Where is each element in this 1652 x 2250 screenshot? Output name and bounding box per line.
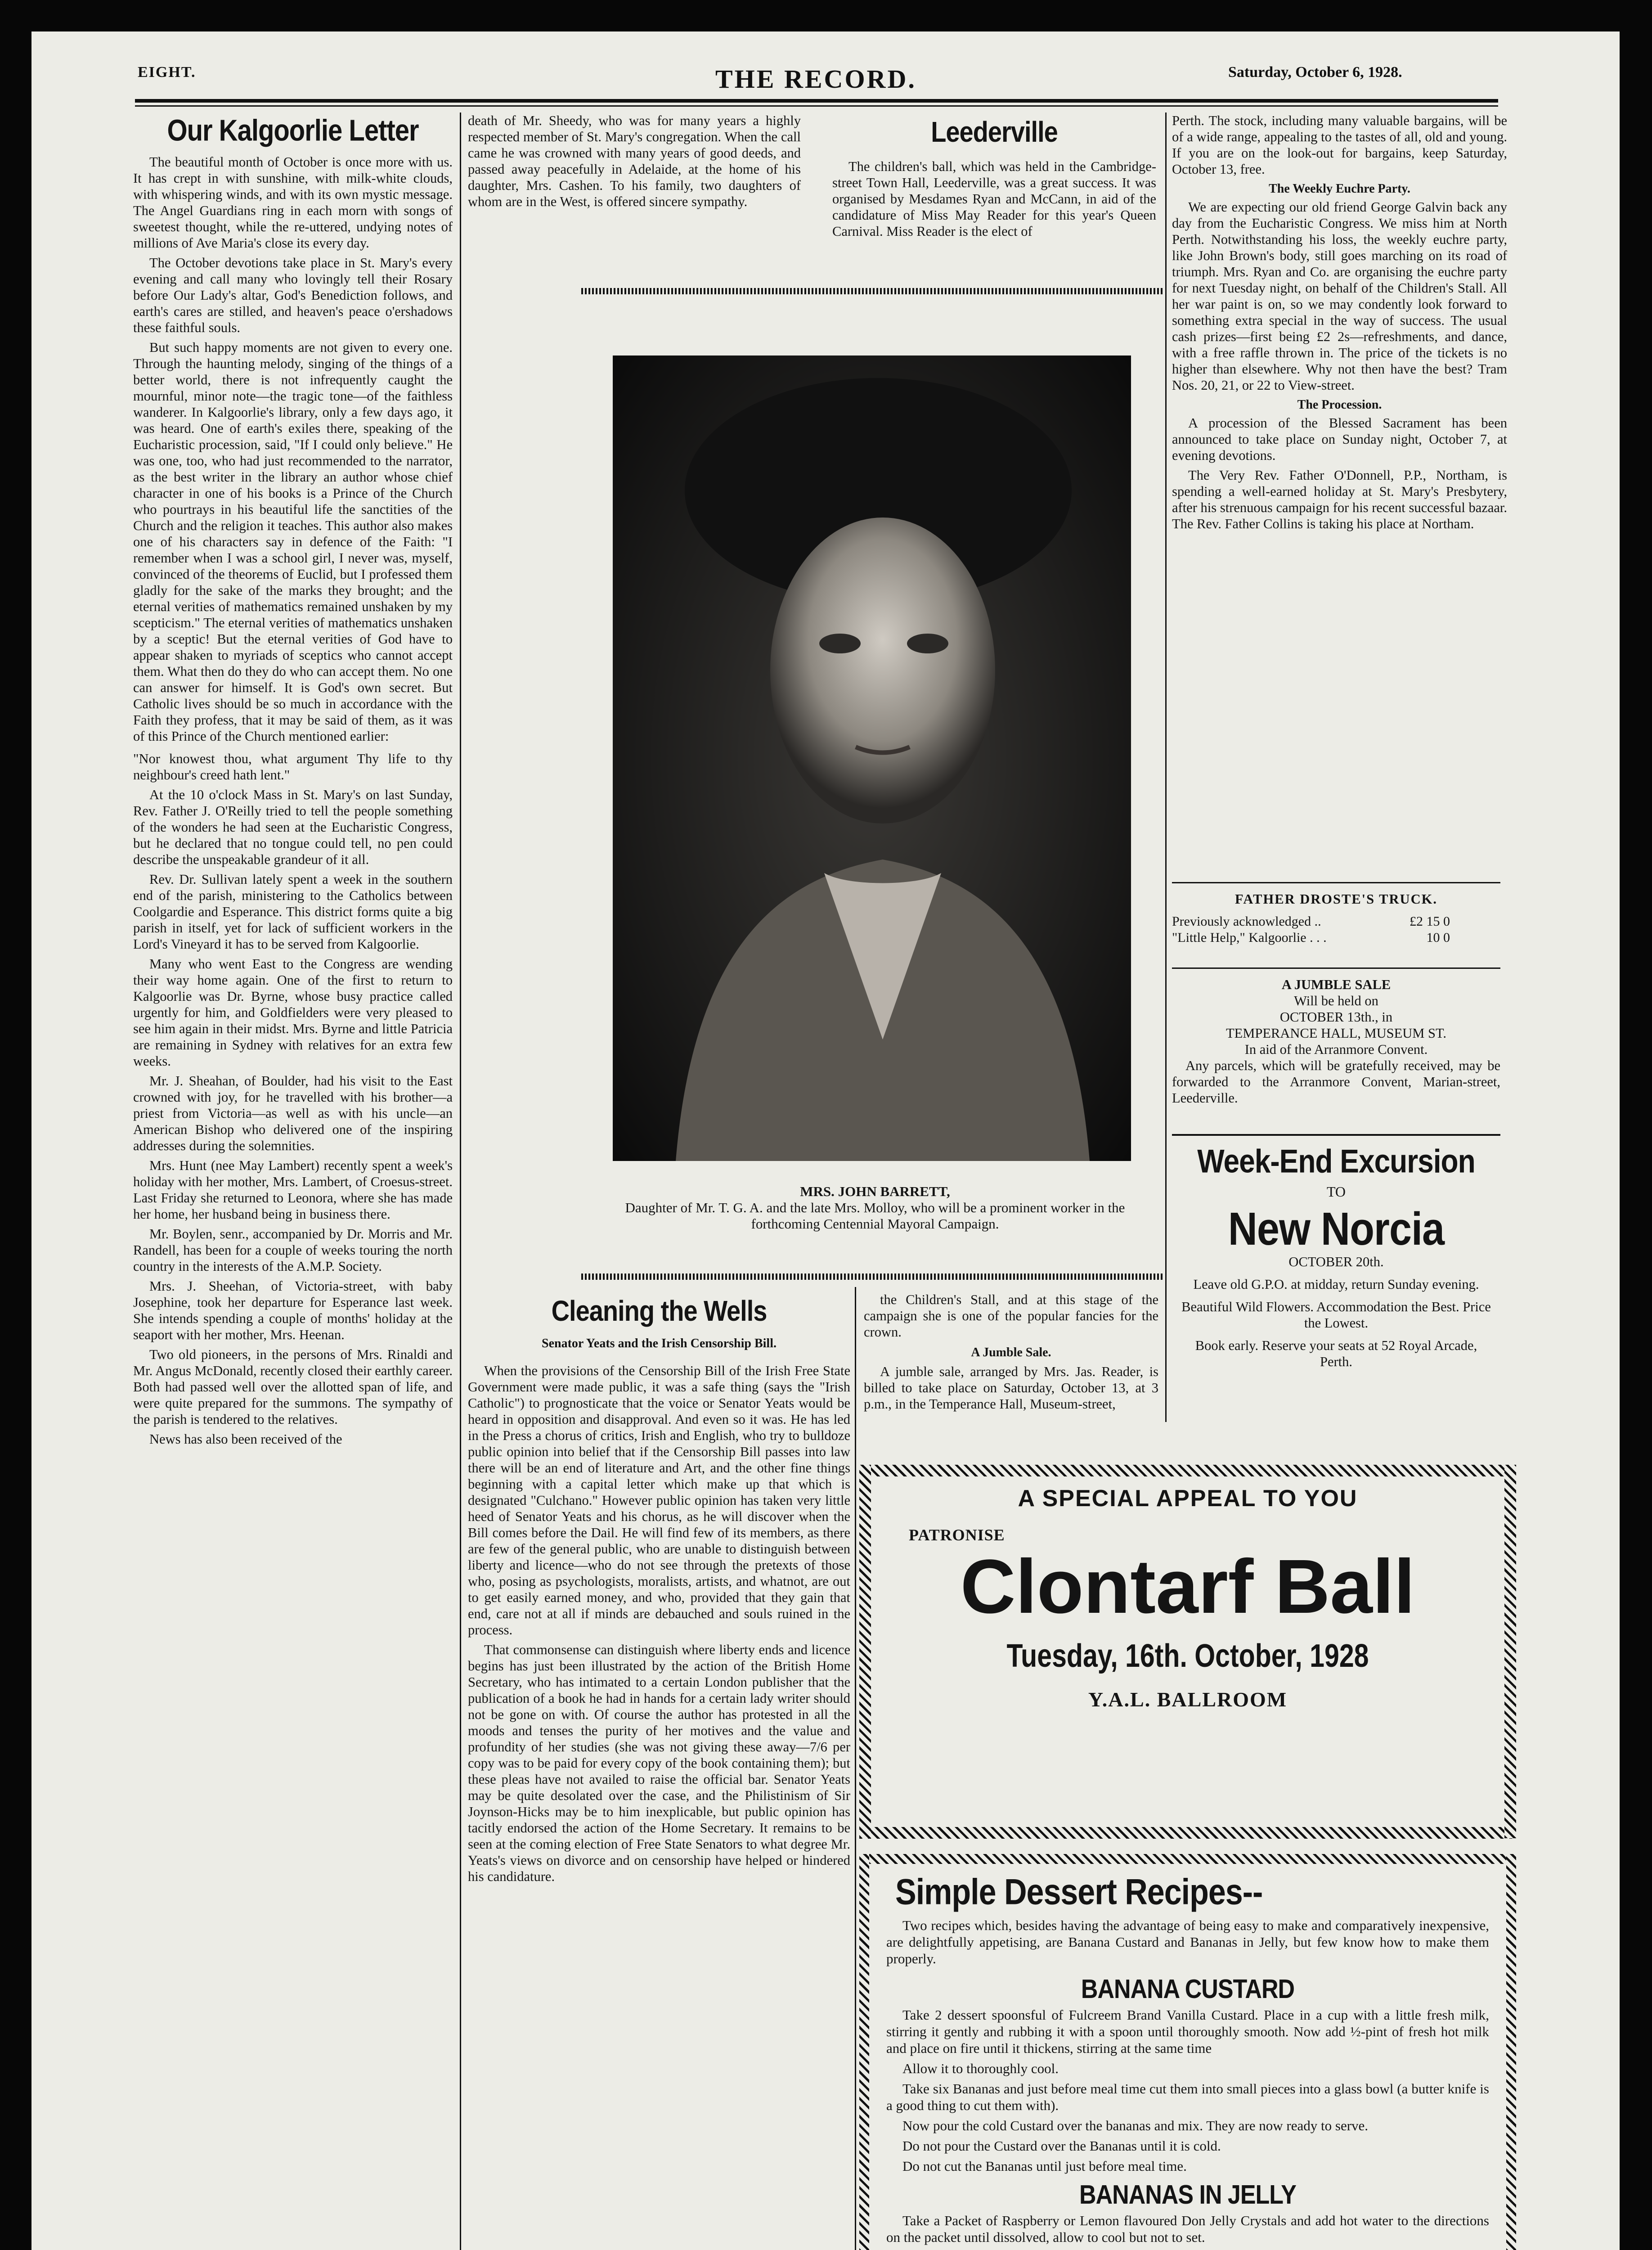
- column-rule: [855, 1287, 856, 2250]
- jumble-sale-ad: [1172, 976, 1500, 1106]
- recipe-border: [1506, 1854, 1516, 2250]
- paper-title: THE RECORD.: [715, 64, 916, 94]
- dessert-intro: Two recipes which, besides having the advantage of being easy to make and comparatively inexpensive, are delightfully appetising, are Banana Custard and Bananas in Jelly, but few know how to make them properly.: [886, 1917, 1489, 1966]
- droste-label: Previously acknowledged ..: [1172, 914, 1321, 929]
- jelly-line: Take a Packet of Raspberry or Lemon flavoured Don Jelly Crystals and add hot water to the directions on the packet until dissolved, allow to cool but not to set.: [886, 2213, 1489, 2245]
- leederville-column-right: [1172, 112, 1507, 536]
- euchre-heading: The Weekly Euchre Party.: [1269, 182, 1410, 196]
- jumble-sale-text: A jumble sale, arranged by Mrs. Jas. Reader, is billed to take place on Saturday, October 13, at 3 p.m., in the Temperance Hall, Museum-street,: [864, 1364, 1158, 1412]
- excursion-to: TO: [1326, 1184, 1346, 1200]
- divider: [1172, 882, 1500, 883]
- kalgoorlie-paragraph: At the 10 o'clock Mass in St. Mary's on last Sunday, Rev. Father J. O'Reilly tried to tell the people something of the wonders he had seen at the Eucharistic Congress, but he declared that no tongue could tell, no pen could describe the unspeakable grandeur of it all.: [133, 787, 453, 867]
- newspaper-page: [31, 32, 1620, 2250]
- leederville-column-bottom: [864, 1292, 1158, 1416]
- ad-border: [859, 1827, 1516, 1839]
- table-row: [1172, 914, 1454, 930]
- custard-line: Take six Bananas and just before meal time cut them into small pieces into a glass bowl (a butter knife is a good thing to cut them with).: [886, 2081, 1489, 2113]
- ad-border: [859, 1465, 1516, 1476]
- kalgoorlie-paragraph: The beautiful month of October is once more with us. It has crept in with sunshine, with milk-white clouds, with whispering winds, and with its own mystic message. The Angel Guardians ring in each morn with songs of sweetest thought, while the re-uttered, undying notes of millions of Ave Maria's close its every day.: [133, 154, 453, 251]
- jumble-ad-title: A JUMBLE SALE: [1281, 977, 1391, 992]
- custard-line: Do not cut the Bananas until just before meal time.: [902, 2158, 1187, 2174]
- wells-column: [468, 1292, 850, 1888]
- kalgoorlie-paragraph: Two old pioneers, in the persons of Mrs. Rinaldi and Mr. Angus McDonald, recently closed their earthly career. Both had passed well over the allotted span of life, and were quite prepared for the summons. The sympathy of the parish is tendered to the relatives.: [133, 1347, 453, 1427]
- wells-heading: Cleaning the Wells: [551, 1294, 767, 1327]
- custard-line: Now pour the cold Custard over the bananas and mix. They are now ready to serve.: [902, 2118, 1369, 2133]
- jumble-ad-line: TEMPERANCE HALL, MUSEUM ST.: [1226, 1026, 1446, 1041]
- portrait-image: [613, 356, 1131, 1161]
- page-number: EIGHT.: [138, 64, 196, 81]
- masthead-rule-thin: [135, 105, 1498, 107]
- clontarf-date: Tuesday, 16th. October, 1928: [1006, 1638, 1369, 1674]
- custard-line: Do not pour the Custard over the Bananas until it is cold.: [902, 2138, 1221, 2154]
- kalgoorlie-paragraph: Mr. J. Sheahan, of Boulder, had his visit to the East crowned with joy, for he travelled with his brother—a priest from Victoria—as well as with his uncle—an American Bishop who delivered one of the inspiring addresses during the solemnities.: [133, 1073, 453, 1153]
- excursion-date: OCTOBER 20th.: [1288, 1254, 1384, 1269]
- droste-amount: 10 0: [1426, 930, 1450, 945]
- excursion-line: Book early. Reserve your seats at 52 Royal Arcade, Perth.: [1195, 1338, 1477, 1369]
- excursion-line: Leave old G.P.O. at midday, return Sunday evening.: [1193, 1277, 1479, 1292]
- portrait-photo: [613, 356, 1131, 1161]
- caption-text: Daughter of Mr. T. G. A. and the late Mrs. Molloy, who will be a prominent worker in the forthcoming Centennial Mayoral Campaign.: [625, 1200, 1125, 1232]
- table-row: [1172, 930, 1454, 946]
- column-rule: [460, 112, 461, 2250]
- jelly-title: BANANAS IN JELLY: [1079, 2180, 1296, 2210]
- photo-border-bottom: [581, 1274, 1163, 1280]
- jumble-ad-line: OCTOBER 13th., in: [1279, 1009, 1393, 1025]
- odonnell-text: The Very Rev. Father O'Donnell, P.P., Northam, is spending a well-earned holiday at St. Mary's Presbytery, after his strenuous campaign for his recent successful bazaar. The Rev. Father Collins is taking his place at Northam.: [1172, 468, 1507, 531]
- kalgoorlie-paragraph: Mrs. Hunt (nee May Lambert) recently spent a week's holiday with her mother, Mrs. Lambert, of Croesus-street. Last Friday she returned to Leonora, where she has made her home, her husband being in business there.: [133, 1158, 453, 1222]
- wells-paragraph: That commonsense can distinguish where liberty ends and licence begins has just been illustrated by the action of the British Home Secretary, who has intimated to a certain London publisher that the publication of a book he had in hands for a certain lady writer should not be gone on with. Of course the author has protested in all the moods and tenses the purity of her motives and the value and profundity of her studies (she was not giving these away—7/6 per copy was to be paid for every copy of the book containing them); but these pleas have not availed to raise the official bar. Senator Yeats may be quite desolated over the case, and the Philistinism of Sir Joynson-Hicks may be to him inexplicable, but public opinion has tacitly endorsed the action of the Home Secretary. It remains to be seen at the coming election of Free State Senators to what degree Mr. Yeats's views on divorce and on censorship have helped or hindered his candidature.: [468, 1642, 850, 1884]
- euchre-text: We are expecting our old friend George Galvin back any day from the Eucharistic Congress. We miss him at North Perth. Notwithstanding his loss, the weekly euchre party, like John Brown's body, still goes marching on its road of triumph. Mrs. Ryan and Co. are organising the euchre party for next Tuesday night, on behalf of the Children's Stall. All her war paint is on, so we may condently look forward to something extra special in the way of success. The usual cash prizes—first being £2 2s—refreshments, and dance, with a free raffle thrown in. The price of the tickets is no higher than elsewhere. Why not then have the best? Tram Nos. 20, 21, or 22 to View-street.: [1172, 199, 1507, 393]
- divider: [1172, 1134, 1500, 1136]
- leederville-paragraph: the Children's Stall, and at this stage of the campaign she is one of the popular fancies for the crown.: [864, 1292, 1158, 1340]
- custard-title: BANANA CUSTARD: [1081, 1974, 1295, 2004]
- excursion-title: Week-End Excursion: [1197, 1142, 1475, 1180]
- issue-date: Saturday, October 6, 1928.: [1228, 64, 1402, 81]
- clontarf-appeal: A SPECIAL APPEAL TO YOU: [1018, 1485, 1358, 1512]
- dessert-ad: [886, 1872, 1489, 2250]
- clontarf-patronise: PATRONISE: [909, 1526, 1005, 1544]
- column-rule: [1165, 112, 1167, 1422]
- jumble-sale-heading: A Jumble Sale.: [971, 1346, 1051, 1359]
- leederville-heading: Leederville: [931, 115, 1058, 148]
- jumble-ad-line: In aid of the Arranmore Convent.: [1244, 1042, 1428, 1057]
- custard-line: Take 2 dessert spoonsful of Fulcreem Brand Vanilla Custard. Place in a cup with a little fresh milk, stirring it gently and rubbing it with a spoon until thoroughly smooth. Now add ½-pint of fresh hot milk and place on fire until it thickens, stirring at the same time: [886, 2007, 1489, 2056]
- caption-name: MRS. JOHN BARRETT,: [800, 1184, 950, 1199]
- leederville-paragraph: Perth. The stock, including many valuable bargains, will be of a wide range, appealing to the tastes of all, old and young. If you are on the look-out for bargains, keep Saturday, October 13, free.: [1172, 113, 1507, 177]
- ad-border: [859, 1465, 871, 1838]
- wells-subheading: Senator Yeats and the Irish Censorship Bill.: [542, 1336, 777, 1350]
- kalgoorlie-paragraph: Many who went East to the Congress are wending their way home again. One of the first to return to Kalgoorlie was Dr. Byrne, whose busy practice called urgently for him, and Goldfielders were very pleased to see him again in their midst. Mrs. Byrne and little Patricia are remaining in Sydney with relatives for an extra few weeks.: [133, 956, 453, 1069]
- custard-line: Allow it to thoroughly cool.: [902, 2061, 1059, 2076]
- kalgoorlie-paragraph: News has also been received of the: [149, 1431, 342, 1447]
- droste-amount: £2 15 0: [1410, 914, 1450, 929]
- kalgoorlie-heading: Our Kalgoorlie Letter: [167, 113, 419, 148]
- wells-paragraph: When the provisions of the Censorship Bill of the Irish Free State Government were made public, it was a safe thing (says the "Irish Catholic") to prognosticate that the voice or Senator Yeats would be heard in opposition and disapproval. And even so it was. He has led in the Press a chorus of critics, Irish and English, who try to bulldoze public opinion into belief that if the Censorship Bill passes into law there will be an end of literature and Art, and the other fine things beginning with a capital letter which make up that which is designated "Culchano." However public opinion has taken very little heed of Senator Yeats and his chorus, as he will discover when the Bill comes before the Dail. He will find few of its members, as there are few of the general public, who are unable to distinguish between liberty and licence—who do not see through the pretexts of those who, posing as psychologists, moralists, artists, and whatnot, are out to get easily earned money, and who, provided that they gain that end, care not at all if minds are debauched and souls ruined in the process.: [468, 1363, 850, 1638]
- kalgoorlie-paragraph: But such happy moments are not given to every one. Through the haunting melody, singing of the things of a better world, there is not infrequently caught the mournful, minor note—the tragic tone—of the faithless wanderer. In Kalgoorlie's library, only a few days ago, it was heard. One of earth's exiles there, speaking of the Eucharistic procession, said, "If I could only believe." He was one, too, who had just recommended to the narrator, as the best writer in the library an author whose chief character in one of his books is a Prince of the Church who pourtrays in his beautiful life the sanctities of the Church and the religion it teaches. This author also makes one of his characters say in defence of the Faith: "I remember when I was a school girl, I never was, myself, convinced of the theorems of Euclid, but I professed them gladly for the sake of the marks they brought; and the eternal verities of mathematics remained unshaken by my scepticism." The eternal verities of mathematics unshaken by a sceptic! But the eternal verities of God have to appear shaken to myriads of sceptics who cannot accept them. What then do they do who can accept them. No one can answer for himself. It is God's own secret. But Catholic lives should be so much in accordance with the Faith they profess, that it may be said of them, as it was of this Prince of the Church mentioned earlier:: [133, 340, 453, 744]
- recipe-border: [859, 1854, 869, 2250]
- excursion-place: New Norcia: [1228, 1203, 1445, 1255]
- kalgoorlie-paragraph: Rev. Dr. Sullivan lately spent a week in the southern end of the parish, ministering to the Catholics between Coolgardie and Esperance. This district forms quite a big parish in itself, yet for lack of sufficient workers in the Lord's Vineyard it has to be served from Kalgoorlie.: [133, 872, 453, 952]
- procession-heading: The Procession.: [1297, 398, 1382, 412]
- dessert-title: Simple Dessert Recipes--: [895, 1871, 1263, 1912]
- jumble-ad-line: Will be held on: [1294, 993, 1378, 1008]
- procession-text: A procession of the Blessed Sacrament has been announced to take place on Sunday night, October 7, at evening devotions.: [1172, 415, 1507, 463]
- kalgoorlie-paragraph: Mr. Boylen, senr., accompanied by Dr. Morris and Mr. Randell, has been for a couple of weeks touring the north country in the interests of the A.M.P. Society.: [133, 1226, 453, 1274]
- leederville-paragraph: The children's ball, which was held in the Cambridge-street Town Hall, Leederville, was a great success. It was organised by Mesdames Ryan and McCann, in aid of the candidature of Miss May Reader for this year's Queen Carnival. Miss Reader is the elect of: [832, 159, 1156, 239]
- clontarf-name: Clontarf Ball: [960, 1544, 1415, 1629]
- droste-table: [1172, 914, 1454, 946]
- kalgoorlie-paragraph: The October devotions take place in St. Mary's every evening and call many who lovingly tell their Rosary before Our Lady's altar, God's Benediction follows, and earth's cares are stilled, and heaven's peace o'ershadows these faithful souls.: [133, 255, 453, 335]
- sheedy-notice: death of Mr. Sheedy, who was for many years a highly respected member of St. Mary's congregation. When the call came he was crowned with many years of good deeds, and passed away peacefully in Adelaide, at the home of his daughter, Mrs. Cashen. To his family, two daughters of whom are in the West, is offered sincere sympathy.: [468, 113, 801, 209]
- leederville-column-top: [832, 112, 1156, 243]
- jumble-ad-line: Any parcels, which will be gratefully received, may be forwarded to the Arranmore Convent, Marian-street, Leederville.: [1172, 1058, 1500, 1106]
- photo-caption: [598, 1184, 1152, 1232]
- droste-label: "Little Help," Kalgoorlie . . .: [1172, 930, 1327, 945]
- kalgoorlie-column: [133, 112, 453, 1451]
- masthead-rule: [135, 99, 1498, 103]
- kalgoorlie-paragraph: Mrs. J. Sheehan, of Victoria-street, with baby Josephine, took her departure for Esperance last week. She intends spending a couple of months' holiday at the seaport with her mother, Mrs. Heenan.: [133, 1278, 453, 1342]
- clontarf-ad: [877, 1485, 1498, 1711]
- kalgoorlie-quote: "Nor knowest thou, what argument Thy life to thy neighbour's creed hath lent.": [133, 751, 453, 783]
- divider: [1172, 968, 1500, 969]
- clontarf-venue: Y.A.L. BALLROOM: [1088, 1688, 1288, 1711]
- recipe-border: [859, 1854, 1516, 1864]
- excursion-ad: [1172, 1143, 1500, 1370]
- droste-notice: [1172, 891, 1500, 946]
- droste-heading: FATHER DROSTE'S TRUCK.: [1235, 891, 1437, 907]
- excursion-line: Beautiful Wild Flowers. Accommodation the Best. Price the Lowest.: [1181, 1299, 1491, 1331]
- photo-border-top: [581, 288, 1163, 294]
- ad-border: [1504, 1465, 1516, 1838]
